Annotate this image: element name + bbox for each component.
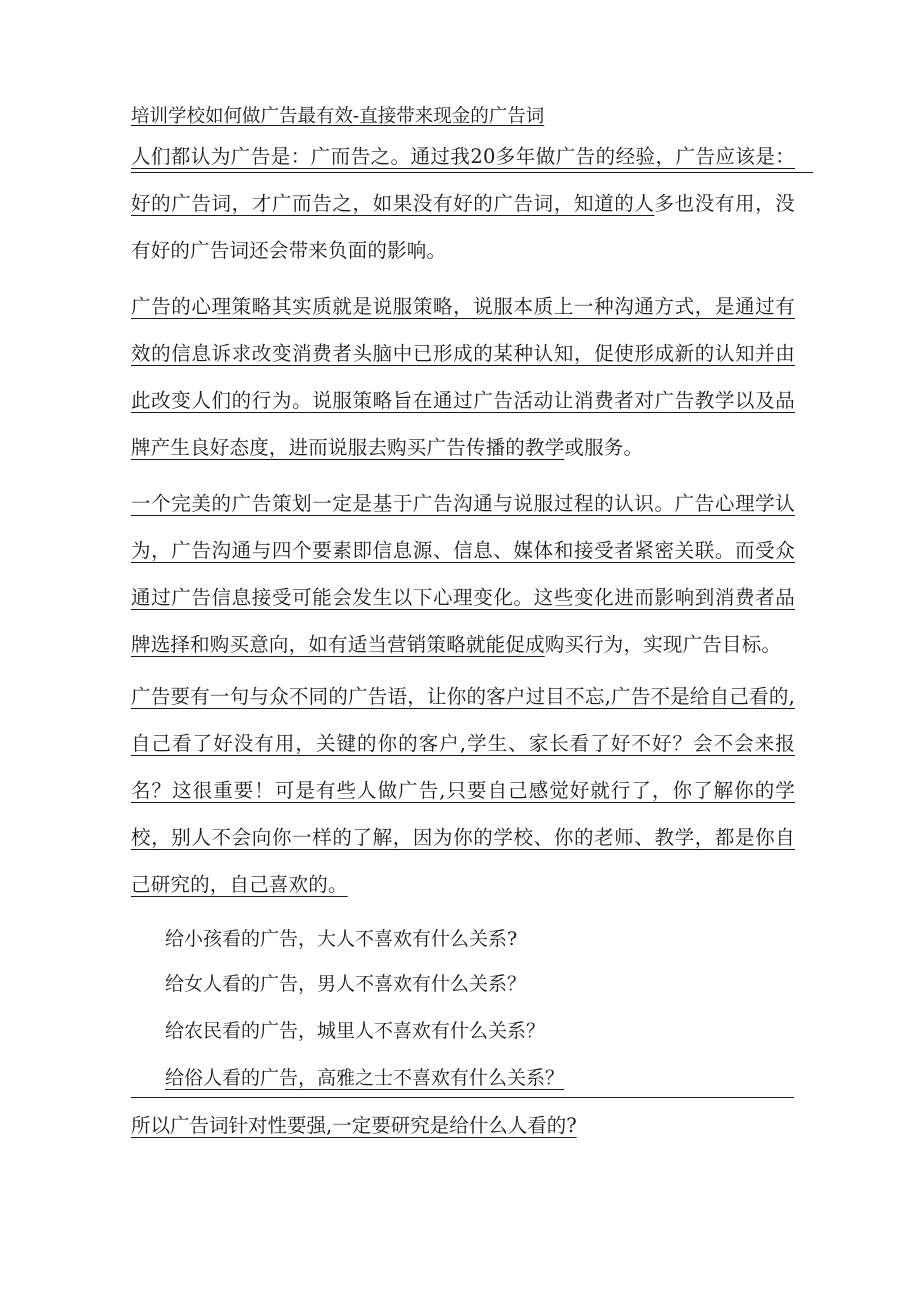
question-line: 给农民看的广告，城里人不喜欢有什么关系？ (165, 1020, 546, 1042)
paragraph-underlined-text: 人们都认为广告是：广而告之。通过我20多年做广告的经验，广告应该是：好的广告词，才广而告之，如果没有好的广告词，知道的人 (131, 145, 795, 215)
question-line: 给女人看的广告，男人不喜欢有什么关系？ (165, 973, 527, 995)
paragraph-intro (131, 133, 795, 274)
paragraph-slogan (131, 673, 795, 908)
document-title: 培训学校如何做广告最有效-直接带来现金的广告词 (131, 106, 545, 127)
paragraph-text: 多也没有用，没有好的广告词还会带来负面的影响。 (131, 192, 796, 262)
paragraph-underlined-text: 一个完美的广告策划一定是基于广告沟通与说服过程的认识。广告心理学认为，广告沟通与四个要素即信息源、信息、媒体和接受者紧密关联。而受众通过广告信息接受可能会发生以下心理变化。这些变化进而影响到消费者品牌选择和购买意向，如有适当营销策略就能促成 (131, 492, 795, 656)
paragraph-text: 购买行为，实现广告目标。 (544, 633, 782, 656)
conclusion-text: 所以广告词针对性要强,一定要研究是给什么人看的? (131, 1114, 577, 1137)
question-line: 给俗人看的广告，高雅之士不喜欢有什么关系？ (165, 1067, 565, 1089)
horizontal-rule (131, 1097, 794, 1098)
paragraph-text: 或服务。 (564, 436, 644, 459)
paragraph-persuasion-strategy (131, 283, 795, 471)
paragraph-underlined-text: 广告要有一句与众不同的广告语，让你的客户过目不忘,广告不是给自己看的,自己看了好没有用，关键的你的客户,学生、家长看了好不好？会不会来报名？这很重要！可是有些人做广告,只要自己感觉好就行了，你了解你的学校，别人不会向你一样的了解，因为你的学校、你的老师、教学，都是你自己研究的，自己喜欢的。 (131, 685, 795, 896)
paragraph-underlined-text: 广告的心理策略其实质就是说服策略，说服本质上一种沟通方式，是通过有效的信息诉求改变消费者头脑中已形成的某种认知，促使形成新的认知并由此改变人们的行为。说服策略旨在通过广告活动让消费者对广告教学以及品牌产生良好态度，进而说服去购买广告传播的教学 (131, 295, 795, 459)
paragraph-ad-planning (131, 480, 795, 668)
question-line: 给小孩看的广告，大人不喜欢有什么关系? (165, 928, 518, 950)
